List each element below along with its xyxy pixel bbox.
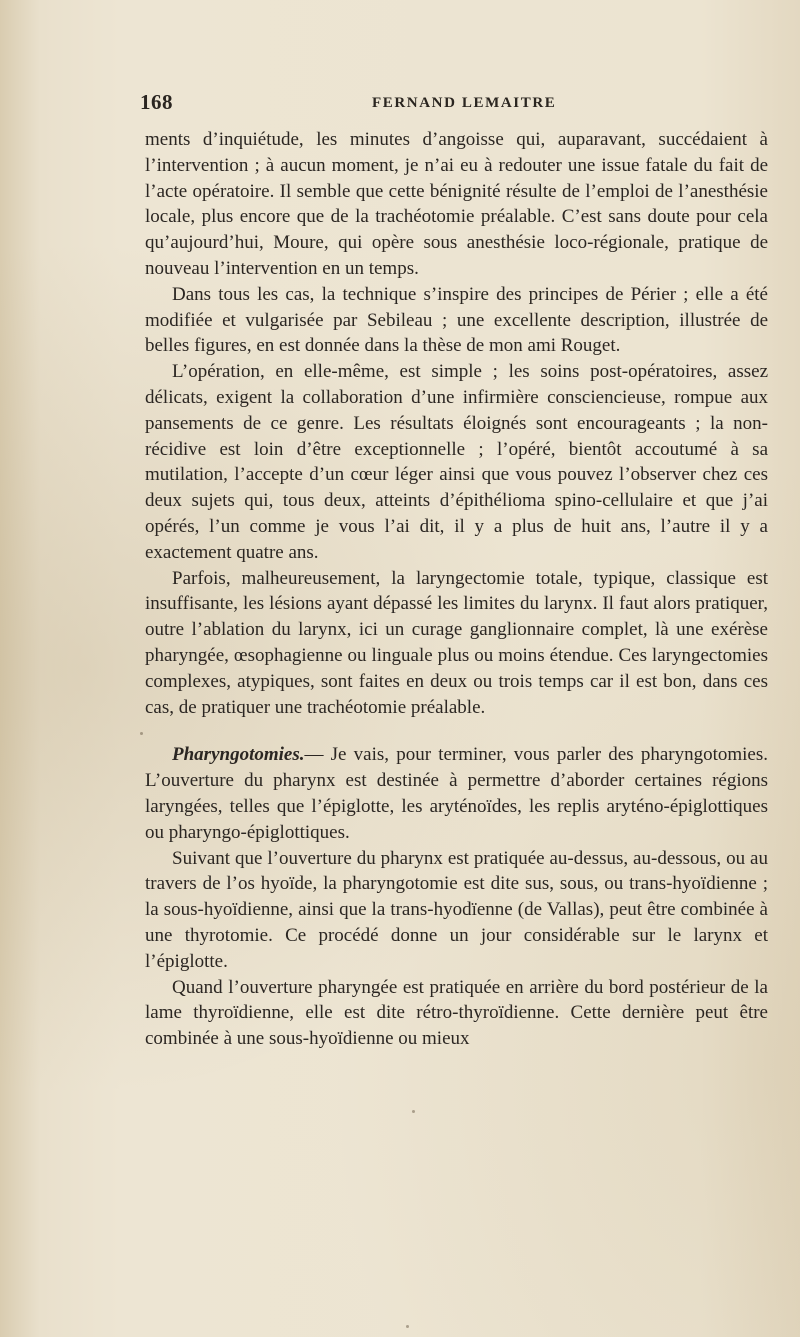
page-header [140, 90, 770, 120]
section-intro-text: — Je vais, pour terminer, vous parler des pharyngotomies. L’ouverture du pharynx est destinée à permettre d’aborder certaines régions laryngées, telles que l’épiglotte, les aryténoïdes, les replis aryténo-épiglottiques ou pharyngo-épiglottiques. [145, 744, 768, 843]
paragraph: Quand l’ouverture pharyngée est pratiquée en arrière du bord postérieur de la lame thyroïdienne, elle est dite rétro-thyroïdienne. Cette dernière peut être combinée à une sous-hyoïdienne ou mieux [145, 976, 768, 1050]
paper-speck [412, 1110, 415, 1113]
paragraph: ments d’inquiétude, les minutes d’angoisse qui, auparavant, succédaient à l’intervention ; à aucun moment, je n’ai eu à redouter une issue fatale du fait de l’acte opératoire. Il semble que cette bénignité résulte de l’emploi de l’anesthésie locale, plus encore que de la trachéotomie préalable. C’est sans doute pour cela qu’aujourd’hui, Moure, qui opère sous anesthésie loco-régionale, pratique de nouveau l’intervention en un temps. [145, 129, 768, 279]
body-text [145, 127, 768, 1052]
paragraph: L’opération, en elle-même, est simple ; les soins post-opératoires, assez délicats, exigent la collaboration d’une infirmière consciencieuse, rompue aux pansements de ce genre. Les résultats éloignés sont encourageants ; la non-récidive est loin d’être exceptionnelle ; l’opéré, bientôt accoutumé à sa mutilation, l’accepte d’un cœur léger ainsi que vous pouvez l’observer chez ces deux sujets qui, tous deux, atteints d’épithélioma spino-cellulaire et que j’ai opérés, l’un comme je vous l’ai dit, il y a plus de huit ans, l’autre il y a exactement quatre ans. [145, 361, 768, 563]
paragraph: Parfois, malheureusement, la laryngectomie totale, typique, classique est insuffisante, les lésions ayant dépassé les limites du larynx. Il faut alors pratiquer, outre l’ablation du larynx, ici un curage ganglionnaire complet, là une exérèse pharyngée, œsophagienne ou linguale plus ou moins étendue. Ces laryngectomies complexes, atypiques, sont faites en deux ou trois temps car il est bon, dans ces cas, de pratiquer une trachéotomie préalable. [145, 567, 768, 718]
running-title: FERNAND LEMAITRE [372, 95, 557, 111]
paper-speck [406, 1325, 409, 1328]
paragraph: Suivant que l’ouverture du pharynx est pratiquée au-dessus, au-dessous, ou au travers de l’os hyoïde, la pharyngotomie est dite sus, sous, ou trans-hyoïdienne ; la sous-hyoïdienne, ainsi que la trans-hyodïenne (de Vallas), peut être combinée à une thyrotomie. Ce procédé donne un jour considérable sur le larynx et l’épiglotte. [145, 847, 768, 972]
section-intro-paragraph [145, 742, 768, 845]
paper-speck [140, 732, 143, 735]
page-number: 168 [140, 90, 173, 114]
section-title: Pharyngotomies. [172, 744, 305, 766]
paragraph: Dans tous les cas, la technique s’inspire des principes de Périer ; elle a été modifiée et vulgarisée par Sebileau ; une excellente description, illustrée de belles figures, en est donnée dans la thèse de mon ami Rouget. [145, 283, 768, 357]
